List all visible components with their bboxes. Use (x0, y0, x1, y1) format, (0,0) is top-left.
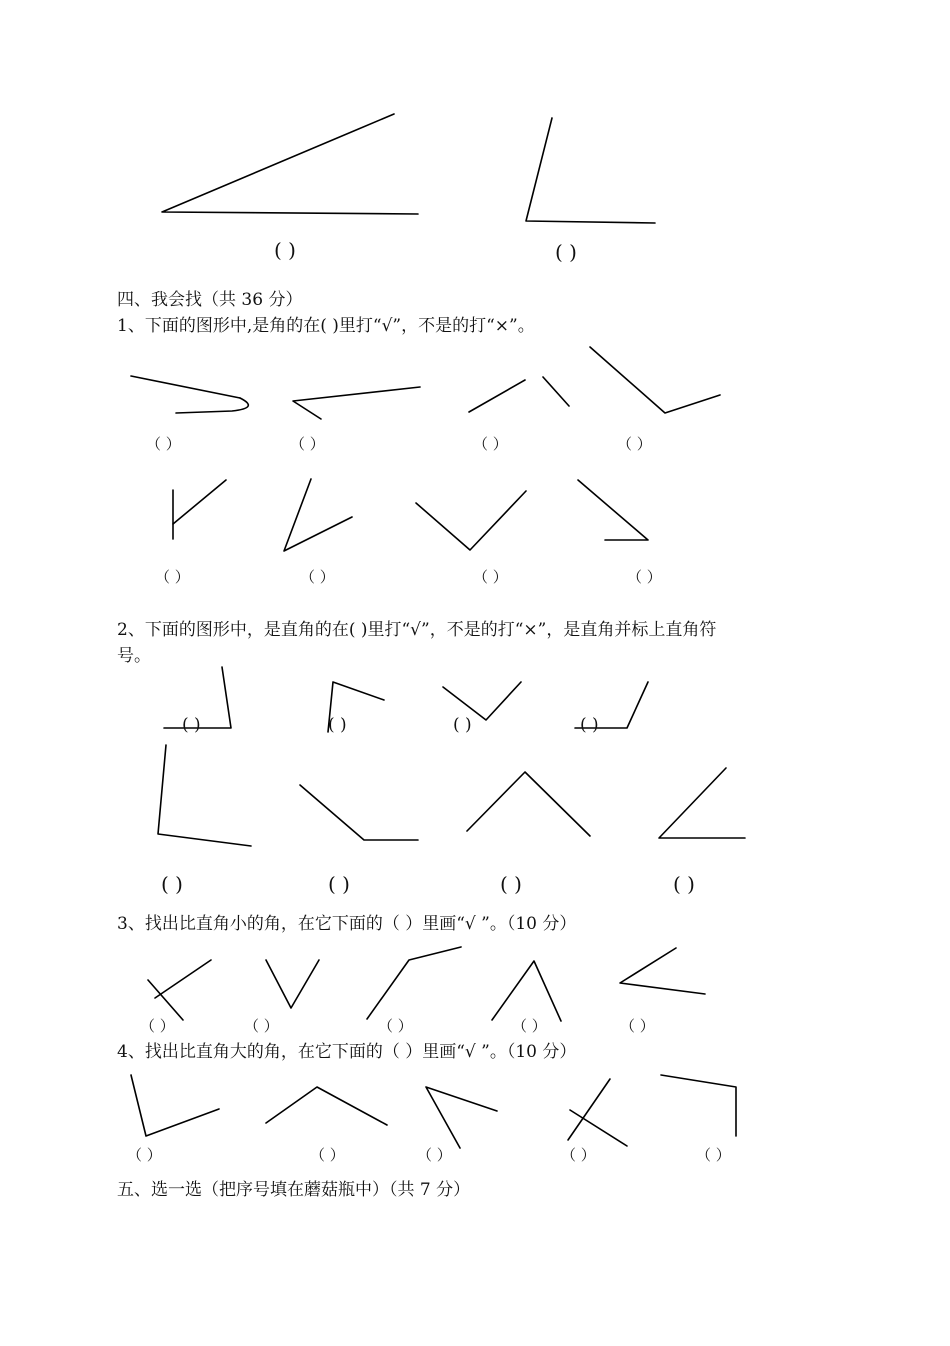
answer-paren[interactable]: （ ） (512, 1017, 547, 1035)
top-angle-1 (162, 114, 418, 214)
q1-figure-5 (173, 480, 226, 539)
q3-figure-2 (266, 960, 319, 1008)
q3-figure-1 (148, 960, 211, 1020)
answer-paren[interactable]: （ ） (473, 435, 508, 453)
q1-figure-6 (284, 479, 352, 551)
section-5-heading: 五、选一选（把序号填在蘑菇瓶中）（共 7 分） (117, 1180, 471, 1200)
answer-paren[interactable]: （ ） (155, 568, 190, 586)
q1-figure-4 (590, 347, 720, 413)
answer-paren[interactable]: ( ) (182, 715, 201, 735)
q2-large-4 (659, 768, 745, 838)
answer-paren[interactable]: （ ） (140, 1017, 175, 1035)
answer-paren[interactable]: （ ） (696, 1146, 731, 1164)
q4-figure-2 (266, 1087, 387, 1125)
answer-paren[interactable]: （ ） (620, 1017, 655, 1035)
answer-paren[interactable]: （ ） (473, 568, 508, 586)
answer-paren[interactable]: ( ) (328, 715, 347, 735)
q1-figure-2 (293, 387, 420, 419)
answer-paren[interactable]: ( ) (555, 240, 577, 264)
q2-large-1 (158, 745, 251, 846)
q4-figure-4 (568, 1079, 627, 1146)
answer-paren[interactable]: ( ) (580, 715, 599, 735)
answer-paren[interactable]: ( ) (328, 872, 350, 896)
question-1-text: 1、下面的图形中,是角的在( )里打“√”，不是的打“×”。 (117, 316, 535, 336)
answer-paren[interactable]: （ ） (310, 1146, 345, 1164)
answer-paren[interactable]: （ ） (244, 1017, 279, 1035)
q3-figure-5 (620, 948, 705, 994)
answer-paren[interactable]: ( ) (274, 238, 296, 262)
answer-paren[interactable]: （ ） (417, 1146, 452, 1164)
answer-paren[interactable]: （ ） (617, 435, 652, 453)
q1-figure-1 (131, 376, 248, 413)
question-4-text: 4、找出比直角大的角，在它下面的（ ）里画“√ ”。（10 分） (117, 1042, 577, 1062)
q1-figure-8 (578, 480, 648, 540)
q4-figure-5 (661, 1075, 736, 1136)
answer-paren[interactable]: （ ） (627, 568, 662, 586)
answer-paren[interactable]: （ ） (127, 1146, 162, 1164)
question-2-text: 2、下面的图形中，是直角的在( )里打“√”，不是的打“×”，是直角并标上直角符 (117, 620, 717, 640)
section-4-heading: 四、我会找（共 36 分） (117, 290, 303, 310)
answer-paren[interactable]: （ ） (378, 1017, 413, 1035)
q2-large-2 (300, 785, 418, 840)
q3-figure-3 (367, 947, 461, 1019)
question-3-text: 3、找出比直角小的角，在它下面的（ ）里画“√ ”。（10 分） (117, 914, 577, 934)
answer-paren[interactable]: ( ) (500, 872, 522, 896)
question-2-text-cont: 号。 (117, 646, 151, 666)
answer-paren[interactable]: ( ) (673, 872, 695, 896)
q3-figure-4 (492, 961, 561, 1021)
answer-paren[interactable]: （ ） (300, 568, 335, 586)
answer-paren[interactable]: （ ） (561, 1146, 596, 1164)
answer-paren[interactable]: ( ) (453, 715, 472, 735)
top-angle-2 (526, 118, 655, 223)
answer-paren[interactable]: （ ） (146, 435, 181, 453)
q1-figure-3 (469, 377, 569, 412)
answer-paren[interactable]: ( ) (161, 872, 183, 896)
q4-figure-3 (426, 1087, 497, 1148)
q2-large-3 (467, 772, 590, 836)
q1-figure-7 (416, 491, 526, 550)
q4-figure-1 (131, 1075, 219, 1136)
answer-paren[interactable]: （ ） (290, 435, 325, 453)
